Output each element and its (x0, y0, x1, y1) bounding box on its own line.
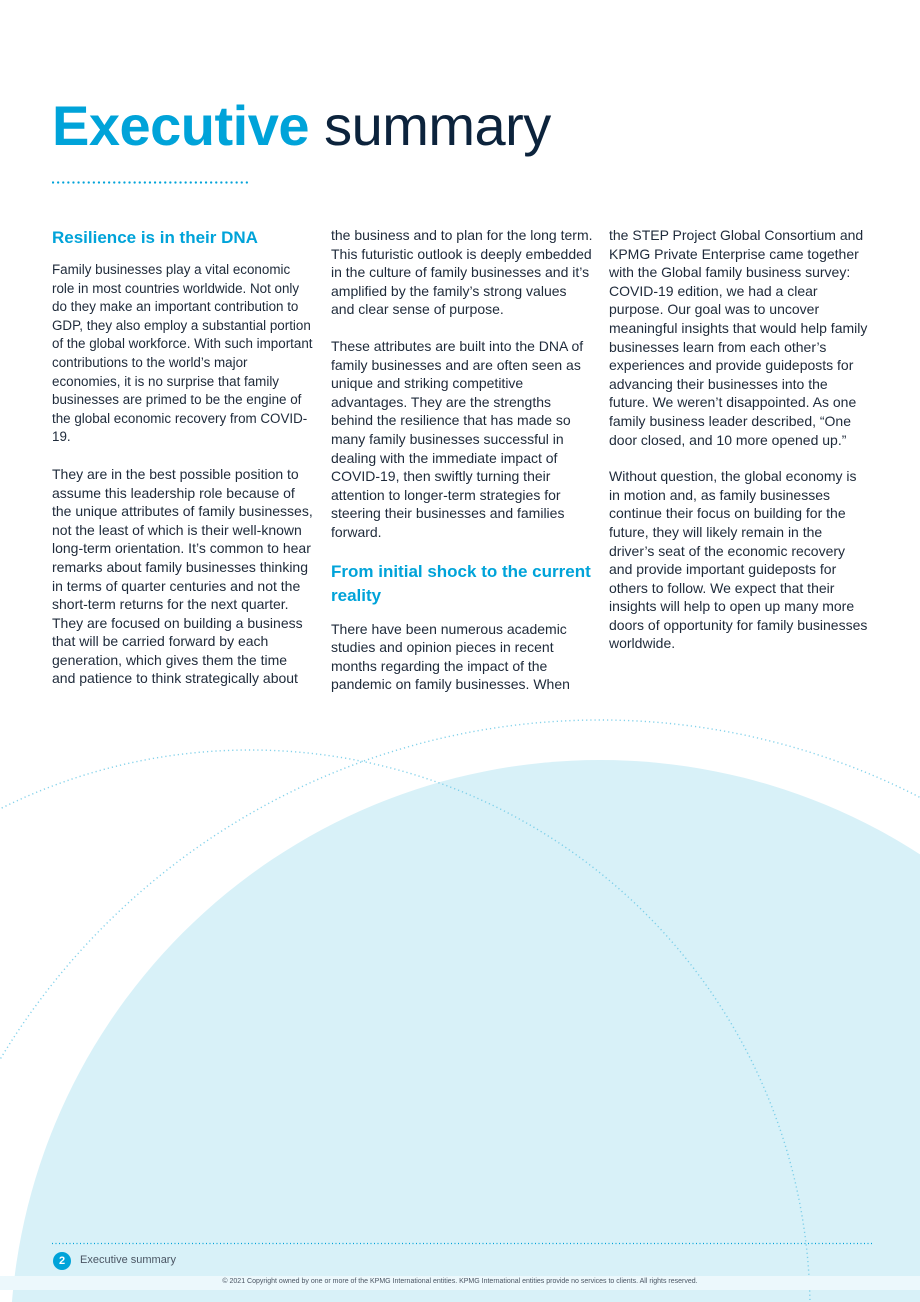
page-title (52, 92, 551, 160)
paragraph: Without question, the global economy is in motion and, as family businesses continue their focus on building for the future, they will likely remain in the driver’s seat of the economic recovery and provide important guideposts for others to follow. We expect that their insights will help to open up many more doors of opportunity for family businesses worldwide. (609, 468, 868, 652)
title-dotted-rule (52, 181, 252, 184)
paragraph: There have been numerous academic studies and opinion pieces in recent months regarding the impact of the pandemic on family businesses. When (331, 620, 570, 693)
copyright-text: © 2021 Copyright owned by one or more of the KPMG International entities. KPMG International entities provide no services to clients. All rights reserved. (222, 1278, 698, 1285)
title-bold: Executive (52, 94, 309, 157)
section-heading-initial-shock: From initial shock to the current reality (331, 561, 591, 605)
footer-section-label: Executive summary (80, 1254, 176, 1266)
column-1 (52, 226, 314, 706)
paragraph: Family businesses play a vital economic role in most countries worldwide. Not only do they make an important contribution to GDP, they also employ a substantial portion of the global workforce. With such important contributions to the world’s major economies, it is no surprise that family businesses are primed to be the engine of the global economic recovery from COVID-19. (52, 262, 313, 445)
background-circle (10, 760, 920, 1302)
section-heading-resilience: Resilience is in their DNA (52, 228, 258, 247)
paragraph: These attributes are built into the DNA of family businesses and are often seen as unique and striking competitive advantages. They are the strengths behind the resilience that has made so many family businesses successful in dealing with the immediate impact of COVID-19, then swiftly turning their attention to longer-term strategies for steering their businesses and families forward. (331, 337, 584, 540)
paragraph: the business and to plan for the long term. This futuristic outlook is deeply embedded in the culture of family businesses and it’s amplified by the family’s strong values and clear sense of purpose. (331, 227, 593, 318)
paragraph: They are in the best possible position to assume this leadership role because of the unique attributes of family businesses, not the least of which is their well-known long-term orientation. It’s common to hear remarks about family businesses thinking in terms of quarter centuries and not the short-term returns for the next quarter. They are focused on building a business that will be carried forward by each generation, which gives them the time and patience to think strategically about (52, 465, 313, 687)
column-2 (331, 226, 593, 712)
page-number-badge: 2 (53, 1252, 71, 1270)
footer-dotted-rule (52, 1242, 872, 1245)
title-light: summary (324, 94, 551, 157)
paragraph: the STEP Project Global Consortium and KPMG Private Enterprise came together with the Global family business survey: COVID-19 edition, we had a clear purpose. Our goal was to uncover meaningful insights that would help family businesses learn from each other’s experiences and provide guideposts for advancing their businesses into the future. We weren’t disappointed. As one family business leader described, “One door closed, and 10 more opened up.” (609, 227, 868, 448)
column-3 (609, 226, 871, 671)
